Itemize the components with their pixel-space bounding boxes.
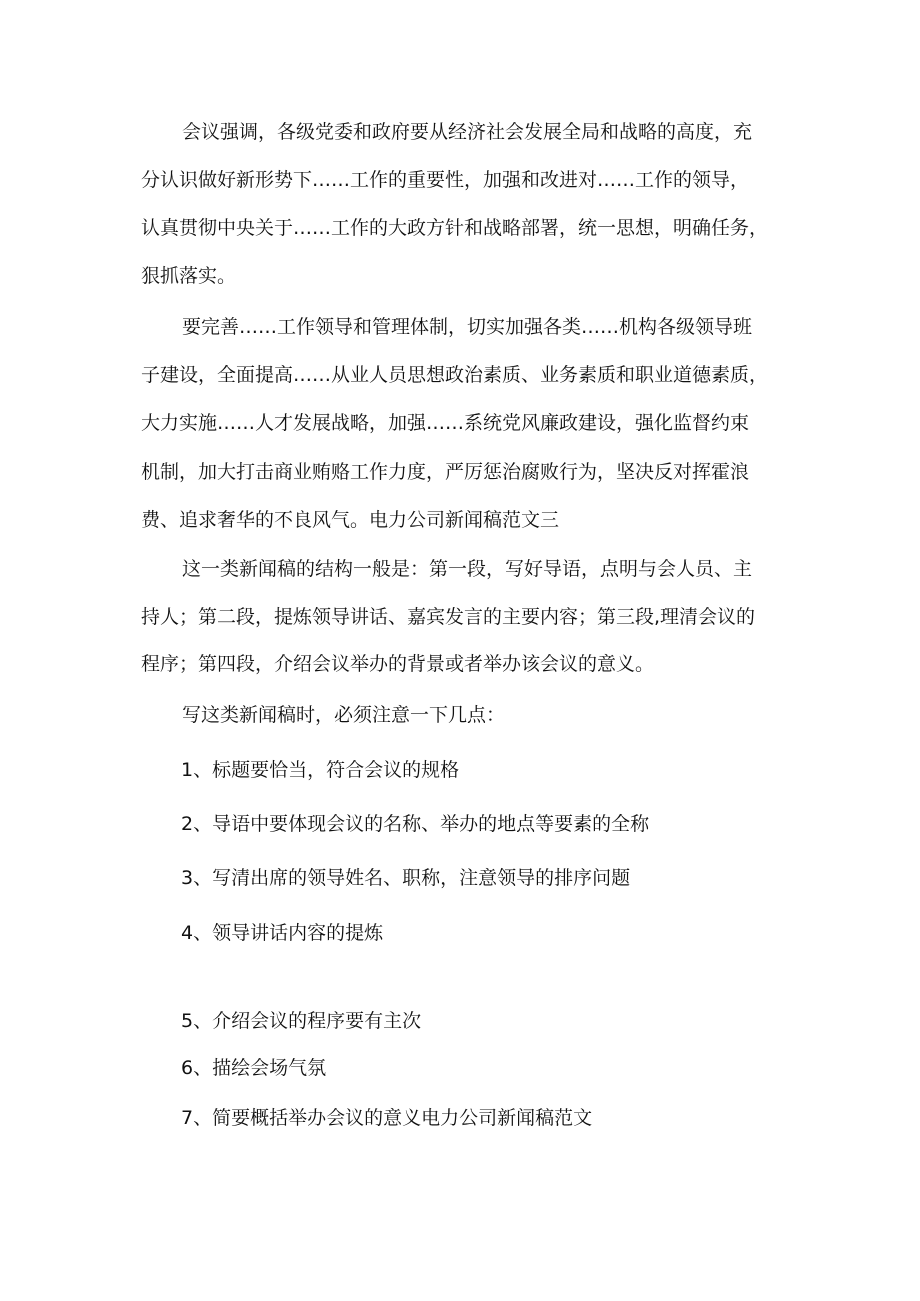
paragraph-line: 狠抓落实。	[141, 265, 237, 287]
paragraph-line: 写这类新闻稿时，必须注意一下几点：	[182, 704, 506, 726]
paragraph-line: 机制，加大打击商业贿赂工作力度，严厉惩治腐败行为，坚决反对挥霍浪	[141, 461, 750, 483]
paragraph-line: 要完善……工作领导和管理体制，切实加强各类……机构各级领导班	[182, 316, 753, 338]
list-item: 5、介绍会议的程序要有主次	[181, 1010, 422, 1032]
paragraph-line: 费、追求奢华的不良风气。电力公司新闻稿范文三	[141, 509, 560, 531]
paragraph-line: 持人；第二段，提炼领导讲话、嘉宾发言的主要内容；第三段,理清会议的	[141, 606, 756, 628]
list-item: 2、导语中要体现会议的名称、举办的地点等要素的全称	[181, 813, 650, 835]
list-item: 4、领导讲话内容的提炼	[181, 922, 384, 944]
list-item: 1、标题要恰当，符合会议的规格	[181, 759, 460, 781]
list-item: 6、描绘会场气氛	[181, 1057, 327, 1079]
list-item: 3、写清出席的领导姓名、职称，注意领导的排序问题	[181, 867, 631, 889]
paragraph-line: 子建设，全面提高……从业人员思想政治素质、业务素质和职业道德素质，	[141, 364, 769, 386]
paragraph-line: 分认识做好新形势下……工作的重要性，加强和改进对……工作的领导，	[141, 169, 750, 191]
paragraph-line: 大力实施……人才发展战略，加强……系统党风廉政建设，强化监督约束	[141, 412, 750, 434]
paragraph-line: 会议强调，各级党委和政府要从经济社会发展全局和战略的高度，充	[182, 121, 753, 143]
paragraph-line: 这一类新闻稿的结构一般是：第一段，写好导语，点明与会人员、主	[182, 558, 753, 580]
paragraph-line: 认真贯彻中央关于……工作的大政方针和战略部署，统一思想，明确任务，	[141, 217, 769, 239]
list-item: 7、简要概括举办会议的意义电力公司新闻稿范文	[181, 1107, 593, 1129]
paragraph-line: 程序；第四段，介绍会议举办的背景或者举办该会议的意义。	[141, 653, 655, 675]
